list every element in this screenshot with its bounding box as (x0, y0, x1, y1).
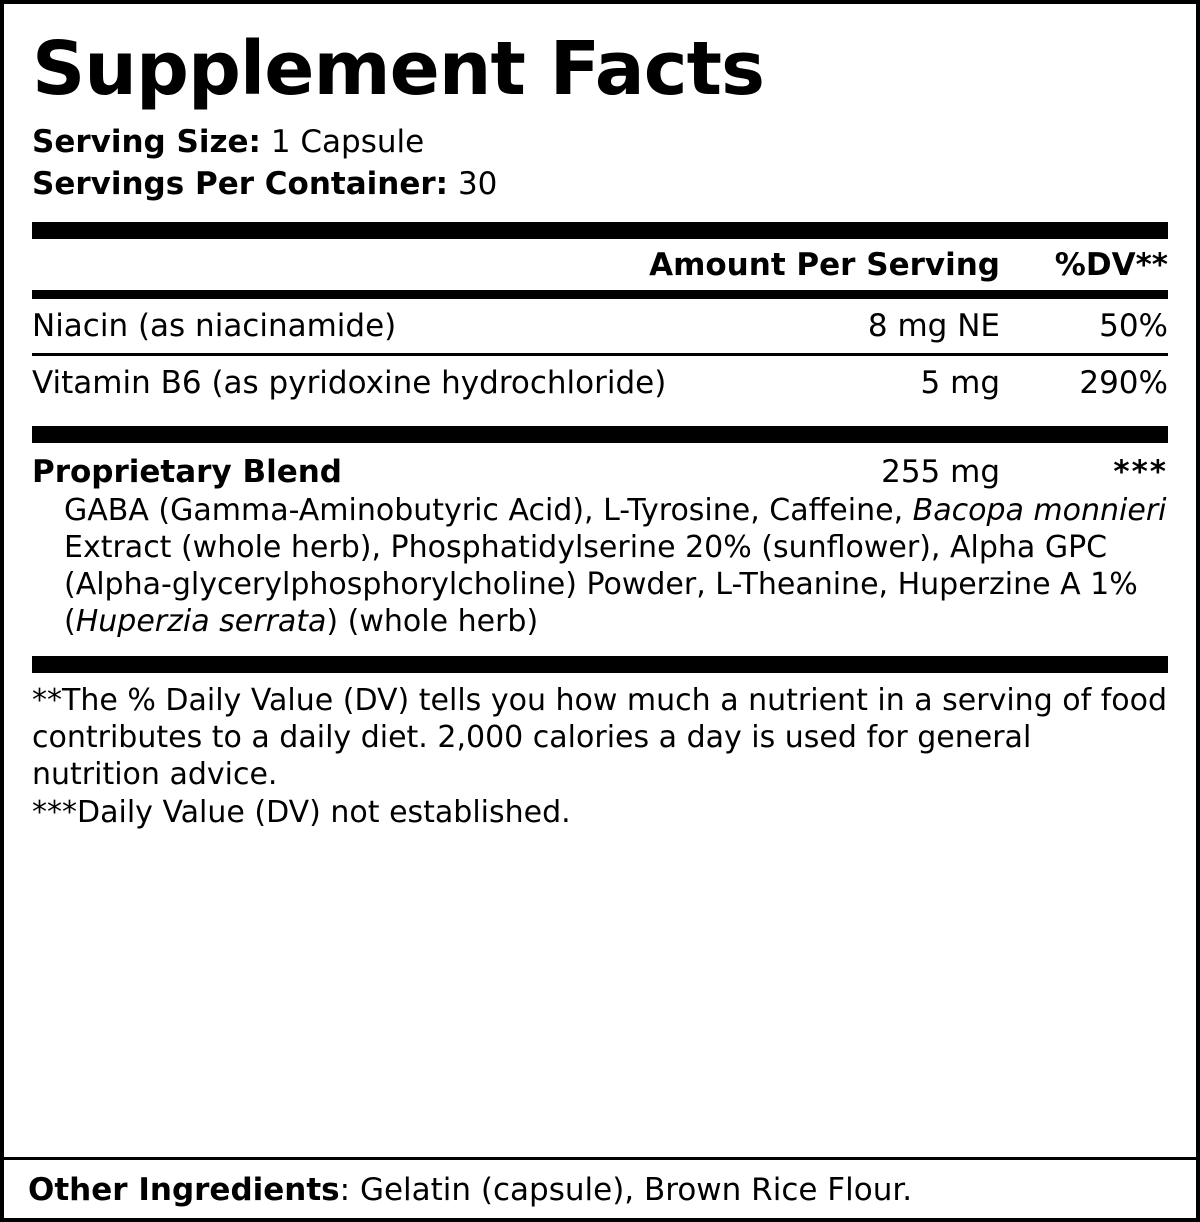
footnote-dv-not-established: ***Daily Value (DV) not established. (32, 795, 571, 831)
serving-size-line (32, 122, 1168, 164)
proprietary-blend-name: Proprietary Blend (32, 453, 342, 490)
nutrient-amount: 8 mg NE (867, 307, 1000, 344)
other-ingredients-section (4, 1157, 1196, 1218)
divider-thick-top (32, 222, 1168, 239)
nutrient-dv: 290% (1079, 364, 1168, 401)
other-ingredients-value: : Gelatin (capsule), Brown Rice Flour. (339, 1172, 913, 1208)
nutrient-amount: 5 mg (920, 364, 1000, 401)
proprietary-blend-amount: 255 mg (881, 453, 1000, 490)
nutrient-dv: 50% (1099, 307, 1168, 344)
table-row (32, 299, 1168, 353)
proprietary-blend-dv: *** (1113, 453, 1168, 490)
serving-size-label: Serving Size: (32, 124, 261, 160)
column-headers (32, 239, 1168, 290)
column-header-amount: Amount Per Serving (649, 246, 1000, 283)
divider-above-blend (32, 426, 1168, 443)
column-header-dv: %DV** (1054, 246, 1168, 283)
table-row (32, 356, 1168, 410)
other-ingredients-label: Other Ingredients (28, 1172, 340, 1208)
divider-under-headers (32, 290, 1168, 299)
divider-below-blend (32, 656, 1168, 673)
nutrient-name: Vitamin B6 (as pyridoxine hydrochloride) (32, 364, 667, 401)
proprietary-blend-row (32, 443, 1168, 490)
footnote-daily-value: **The % Daily Value (DV) tells you how much a nutrient in a serving of food contributes to a daily diet. 2,000 calories a day is used for general nutrition advice. (32, 683, 1168, 792)
other-ingredients-line (4, 1160, 1196, 1218)
page-title: Supplement Facts (32, 26, 765, 112)
serving-size-value: 1 Capsule (270, 124, 425, 160)
servings-per-container-line (32, 164, 1168, 206)
proprietary-blend-ingredients: GABA (Gamma-Aminobutyric Acid), L-Tyrosine, Caffeine, Bacopa monnieri Extract (whole herb), Phosphatidylserine 20% (sunflower), Alpha GPC (Alpha-glycerylphosphorylcholine) Powder, L-Theanine, Huperzine A 1% (Huperzia serrata) (whole herb) (64, 492, 1167, 640)
servings-per-container-label: Servings Per Container: (32, 165, 449, 202)
servings-per-container-value: 30 (457, 165, 498, 202)
nutrient-name: Niacin (as niacinamide) (32, 307, 397, 344)
